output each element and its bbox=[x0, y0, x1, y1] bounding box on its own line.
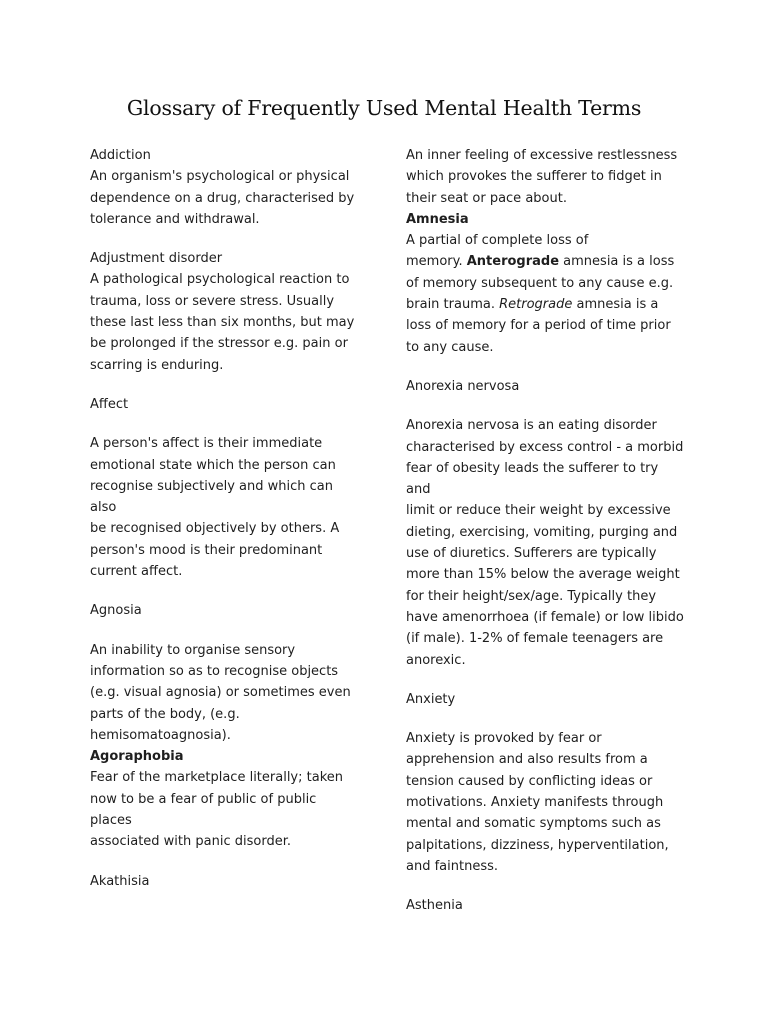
amnesia-text-2: amnesia is a loss of memory subsequent to any cause e.g. brain trauma. bbox=[406, 254, 675, 313]
term-anorexia-nervosa: Anorexia nervosa bbox=[406, 378, 520, 394]
term-agnosia: Agnosia bbox=[90, 603, 142, 619]
document-title: Glossary of Frequently Used Mental Health Terms bbox=[126, 96, 642, 120]
definition-agoraphobia: Fear of the marketplace literally; taken now to be a fear of public of public places associated with panic disorder. bbox=[90, 770, 344, 850]
term-addiction: Addiction bbox=[90, 148, 151, 163]
amnesia-retrograde: Retrograde bbox=[499, 297, 573, 313]
right-column bbox=[406, 145, 684, 917]
definition-affect: A person's affect is their immediate emotional state which the person can recognise subjectively and which can also be recognised objectively by others. A person's mood is their predominant current affect. bbox=[90, 436, 340, 580]
term-adjustment-disorder: Adjustment disorder bbox=[90, 251, 223, 267]
term-anxiety: Anxiety bbox=[406, 691, 456, 707]
definition-agnosia: An inability to organise sensory information so as to recognise objects (e.g. visual agnosia) or sometimes even parts of the body, (e.g. hemisomatoagnosia). bbox=[90, 642, 351, 743]
definition-anorexia-nervosa: Anorexia nervosa is an eating disorder characterised by excess control - a morbid fear of obesity leads the sufferer to try and limit or reduce their weight by excessive dieting, exercising, vomiting, purging and use of diuretics. Sufferers are typically more than 15% below the average weight for their height/sex/age. Typically they have amenorrhoea (if female) or low libido (if male). 1-2% of female teenagers are anorexic. bbox=[406, 418, 684, 668]
amnesia-text-3: amnesia is a loss of memory for a period of time prior to any cause. bbox=[406, 297, 671, 355]
term-asthenia: Asthenia bbox=[406, 898, 463, 914]
amnesia-text-1: A partial of complete loss of memory. bbox=[406, 233, 589, 270]
term-affect: Affect bbox=[90, 396, 129, 412]
definition-akathisia: An inner feeling of excessive restlessness which provokes the sufferer to fidget in their seat or pace about. bbox=[406, 148, 678, 206]
definition-addiction: An organism's psychological or physical dependence on a drug, characterised by tolerance and withdrawal. bbox=[90, 169, 355, 227]
left-column bbox=[90, 145, 362, 892]
definition-anxiety: Anxiety is provoked by fear or apprehension and also results from a tension caused by conflicting ideas or motivations. Anxiety manifests through mental and somatic symptoms such as palpitations, dizziness, hyperventilation, and faintness. bbox=[406, 731, 669, 874]
definition-amnesia bbox=[406, 230, 684, 358]
term-amnesia: Amnesia bbox=[406, 211, 469, 227]
term-agoraphobia: Agoraphobia bbox=[90, 749, 184, 765]
term-akathisia: Akathisia bbox=[90, 873, 150, 889]
definition-adjustment-disorder: A pathological psychological reaction to trauma, loss or severe stress. Usually these last less than six months, but may be prolonged if the stressor e.g. pain or scarring is enduring. bbox=[90, 272, 355, 373]
amnesia-anterograde: Anterograde bbox=[466, 254, 560, 270]
